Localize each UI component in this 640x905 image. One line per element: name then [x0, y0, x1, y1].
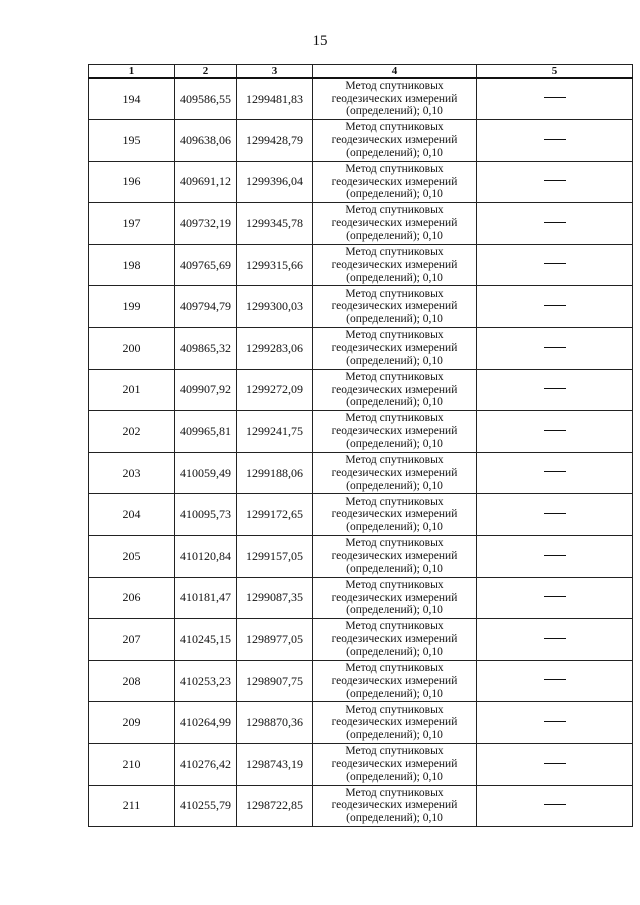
y-coordinate-cell: 1299172,65	[237, 494, 313, 536]
method-line: геодезических измерений	[331, 674, 458, 687]
method-line: (определений); 0,10	[346, 229, 443, 242]
header-row	[89, 65, 633, 79]
dash-mark	[544, 340, 566, 357]
note-cell	[477, 494, 633, 536]
method-cell	[313, 785, 477, 827]
header-col-1: 1	[89, 65, 175, 79]
point-number-cell: 195	[89, 120, 175, 162]
method-line: Метод спутниковых	[345, 162, 444, 175]
method-cell	[313, 411, 477, 453]
x-coordinate-cell: 409965,81	[175, 411, 237, 453]
dash-mark	[544, 797, 566, 814]
method-line: Метод спутниковых	[345, 537, 444, 550]
method-cell	[313, 78, 477, 120]
x-coordinate-cell: 409765,69	[175, 244, 237, 286]
y-coordinate-cell: 1298907,75	[237, 660, 313, 702]
method-line: геодезических измерений	[331, 217, 458, 230]
point-number-cell: 209	[89, 702, 175, 744]
table-row	[89, 702, 633, 744]
y-coordinate-cell: 1299272,09	[237, 369, 313, 411]
dash-mark	[544, 548, 566, 565]
header-col-5: 5	[477, 65, 633, 79]
table-row	[89, 244, 633, 286]
method-cell	[313, 203, 477, 245]
method-cell	[313, 536, 477, 578]
y-coordinate-cell: 1299396,04	[237, 161, 313, 203]
y-coordinate-cell: 1299157,05	[237, 536, 313, 578]
method-line: геодезических измерений	[331, 633, 458, 646]
method-line: (определений); 0,10	[346, 437, 443, 450]
method-line: (определений); 0,10	[346, 645, 443, 658]
table-row	[89, 120, 633, 162]
method-cell	[313, 244, 477, 286]
y-coordinate-cell: 1299241,75	[237, 411, 313, 453]
note-cell	[477, 619, 633, 661]
note-cell	[477, 577, 633, 619]
method-line: Метод спутниковых	[345, 661, 444, 674]
dash-mark	[544, 381, 566, 398]
dash-mark	[544, 714, 566, 731]
table-row	[89, 78, 633, 120]
note-cell	[477, 411, 633, 453]
method-line: геодезических измерений	[331, 799, 458, 812]
note-cell	[477, 161, 633, 203]
method-line: геодезических измерений	[331, 549, 458, 562]
dash-mark	[544, 132, 566, 149]
y-coordinate-cell: 1299481,83	[237, 78, 313, 120]
dash-mark	[544, 91, 566, 108]
y-coordinate-cell: 1299315,66	[237, 244, 313, 286]
method-cell	[313, 619, 477, 661]
method-line: (определений); 0,10	[346, 562, 443, 575]
x-coordinate-cell: 410253,23	[175, 660, 237, 702]
method-line: геодезических измерений	[331, 133, 458, 146]
method-cell	[313, 120, 477, 162]
note-cell	[477, 785, 633, 827]
table-row	[89, 536, 633, 578]
y-coordinate-cell: 1299300,03	[237, 286, 313, 328]
dash-mark	[544, 506, 566, 523]
method-line: Метод спутниковых	[345, 329, 444, 342]
table-row	[89, 619, 633, 661]
method-line: Метод спутниковых	[345, 412, 444, 425]
dash-mark	[544, 465, 566, 482]
method-line: Метод спутниковых	[345, 453, 444, 466]
method-line: Метод спутниковых	[345, 620, 444, 633]
method-line: (определений); 0,10	[346, 313, 443, 326]
x-coordinate-cell: 410255,79	[175, 785, 237, 827]
method-line: Метод спутниковых	[345, 245, 444, 258]
header-col-4: 4	[313, 65, 477, 79]
method-line: геодезических измерений	[331, 466, 458, 479]
table-row	[89, 369, 633, 411]
method-line: геодезических измерений	[331, 258, 458, 271]
method-line: Метод спутниковых	[345, 786, 444, 799]
method-line: (определений); 0,10	[346, 146, 443, 159]
note-cell	[477, 744, 633, 786]
method-line: (определений); 0,10	[346, 188, 443, 201]
x-coordinate-cell: 409794,79	[175, 286, 237, 328]
method-line: (определений); 0,10	[346, 396, 443, 409]
method-line: (определений); 0,10	[346, 271, 443, 284]
x-coordinate-cell: 410276,42	[175, 744, 237, 786]
method-cell	[313, 494, 477, 536]
method-line: Метод спутниковых	[345, 703, 444, 716]
y-coordinate-cell: 1298722,85	[237, 785, 313, 827]
point-number-cell: 198	[89, 244, 175, 286]
y-coordinate-cell: 1299428,79	[237, 120, 313, 162]
table-row	[89, 286, 633, 328]
y-coordinate-cell: 1298743,19	[237, 744, 313, 786]
dash-mark	[544, 631, 566, 648]
note-cell	[477, 203, 633, 245]
y-coordinate-cell: 1298977,05	[237, 619, 313, 661]
x-coordinate-cell: 409732,19	[175, 203, 237, 245]
x-coordinate-cell: 410120,84	[175, 536, 237, 578]
note-cell	[477, 452, 633, 494]
dash-mark	[544, 173, 566, 190]
page-number: 15	[312, 33, 328, 49]
method-line: Метод спутниковых	[345, 495, 444, 508]
x-coordinate-cell: 409586,55	[175, 78, 237, 120]
method-line: Метод спутниковых	[345, 204, 444, 217]
method-line: геодезических измерений	[331, 175, 458, 188]
x-coordinate-cell: 410245,15	[175, 619, 237, 661]
point-number-cell: 211	[89, 785, 175, 827]
method-line: (определений); 0,10	[346, 354, 443, 367]
note-cell	[477, 286, 633, 328]
note-cell	[477, 244, 633, 286]
x-coordinate-cell: 410095,73	[175, 494, 237, 536]
method-line: геодезических измерений	[331, 716, 458, 729]
method-line: Метод спутниковых	[345, 745, 444, 758]
point-number-cell: 200	[89, 328, 175, 370]
dash-mark	[544, 673, 566, 690]
method-line: Метод спутниковых	[345, 79, 444, 92]
point-number-cell: 202	[89, 411, 175, 453]
method-cell	[313, 286, 477, 328]
method-line: (определений); 0,10	[346, 479, 443, 492]
method-cell	[313, 161, 477, 203]
method-line: Метод спутниковых	[345, 578, 444, 591]
method-line: (определений); 0,10	[346, 687, 443, 700]
note-cell	[477, 328, 633, 370]
table-row	[89, 328, 633, 370]
table-row	[89, 744, 633, 786]
dash-mark	[544, 756, 566, 773]
method-line: (определений); 0,10	[346, 604, 443, 617]
table-row	[89, 203, 633, 245]
method-line: Метод спутниковых	[345, 287, 444, 300]
point-number-cell: 204	[89, 494, 175, 536]
dash-mark	[544, 215, 566, 232]
x-coordinate-cell: 409907,92	[175, 369, 237, 411]
method-line: Метод спутниковых	[345, 370, 444, 383]
note-cell	[477, 536, 633, 578]
point-number-cell: 194	[89, 78, 175, 120]
dash-mark	[544, 257, 566, 274]
point-number-cell: 205	[89, 536, 175, 578]
y-coordinate-cell: 1298870,36	[237, 702, 313, 744]
x-coordinate-cell: 410181,47	[175, 577, 237, 619]
method-line: геодезических измерений	[331, 425, 458, 438]
note-cell	[477, 78, 633, 120]
method-cell	[313, 702, 477, 744]
method-line: Метод спутниковых	[345, 121, 444, 134]
note-cell	[477, 120, 633, 162]
note-cell	[477, 702, 633, 744]
method-cell	[313, 577, 477, 619]
method-line: (определений); 0,10	[346, 812, 443, 825]
point-number-cell: 207	[89, 619, 175, 661]
x-coordinate-cell: 409638,06	[175, 120, 237, 162]
method-line: геодезических измерений	[331, 341, 458, 354]
method-line: геодезических измерений	[331, 300, 458, 313]
point-number-cell: 203	[89, 452, 175, 494]
method-line: геодезических измерений	[331, 508, 458, 521]
table-row	[89, 161, 633, 203]
x-coordinate-cell: 410059,49	[175, 452, 237, 494]
point-number-cell: 201	[89, 369, 175, 411]
point-number-cell: 208	[89, 660, 175, 702]
point-number-cell: 199	[89, 286, 175, 328]
coordinates-table	[88, 64, 633, 827]
y-coordinate-cell: 1299188,06	[237, 452, 313, 494]
table-row	[89, 452, 633, 494]
table-header	[89, 65, 633, 79]
table-body	[89, 78, 633, 827]
point-number-cell: 210	[89, 744, 175, 786]
x-coordinate-cell: 409865,32	[175, 328, 237, 370]
method-line: геодезических измерений	[331, 383, 458, 396]
table-row	[89, 660, 633, 702]
method-cell	[313, 452, 477, 494]
table-row	[89, 577, 633, 619]
method-cell	[313, 369, 477, 411]
method-line: геодезических измерений	[331, 757, 458, 770]
y-coordinate-cell: 1299087,35	[237, 577, 313, 619]
method-line: (определений); 0,10	[346, 105, 443, 118]
method-cell	[313, 328, 477, 370]
point-number-cell: 197	[89, 203, 175, 245]
table-row	[89, 785, 633, 827]
y-coordinate-cell: 1299283,06	[237, 328, 313, 370]
y-coordinate-cell: 1299345,78	[237, 203, 313, 245]
header-col-2: 2	[175, 65, 237, 79]
note-cell	[477, 369, 633, 411]
header-col-3: 3	[237, 65, 313, 79]
point-number-cell: 206	[89, 577, 175, 619]
point-number-cell: 196	[89, 161, 175, 203]
method-line: (определений); 0,10	[346, 770, 443, 783]
method-line: геодезических измерений	[331, 591, 458, 604]
method-line: геодезических измерений	[331, 92, 458, 105]
method-line: (определений); 0,10	[346, 729, 443, 742]
dash-mark	[544, 298, 566, 315]
method-cell	[313, 660, 477, 702]
dash-mark	[544, 589, 566, 606]
x-coordinate-cell: 409691,12	[175, 161, 237, 203]
table-row	[89, 494, 633, 536]
method-line: (определений); 0,10	[346, 521, 443, 534]
table-row	[89, 411, 633, 453]
method-cell	[313, 744, 477, 786]
note-cell	[477, 660, 633, 702]
x-coordinate-cell: 410264,99	[175, 702, 237, 744]
dash-mark	[544, 423, 566, 440]
